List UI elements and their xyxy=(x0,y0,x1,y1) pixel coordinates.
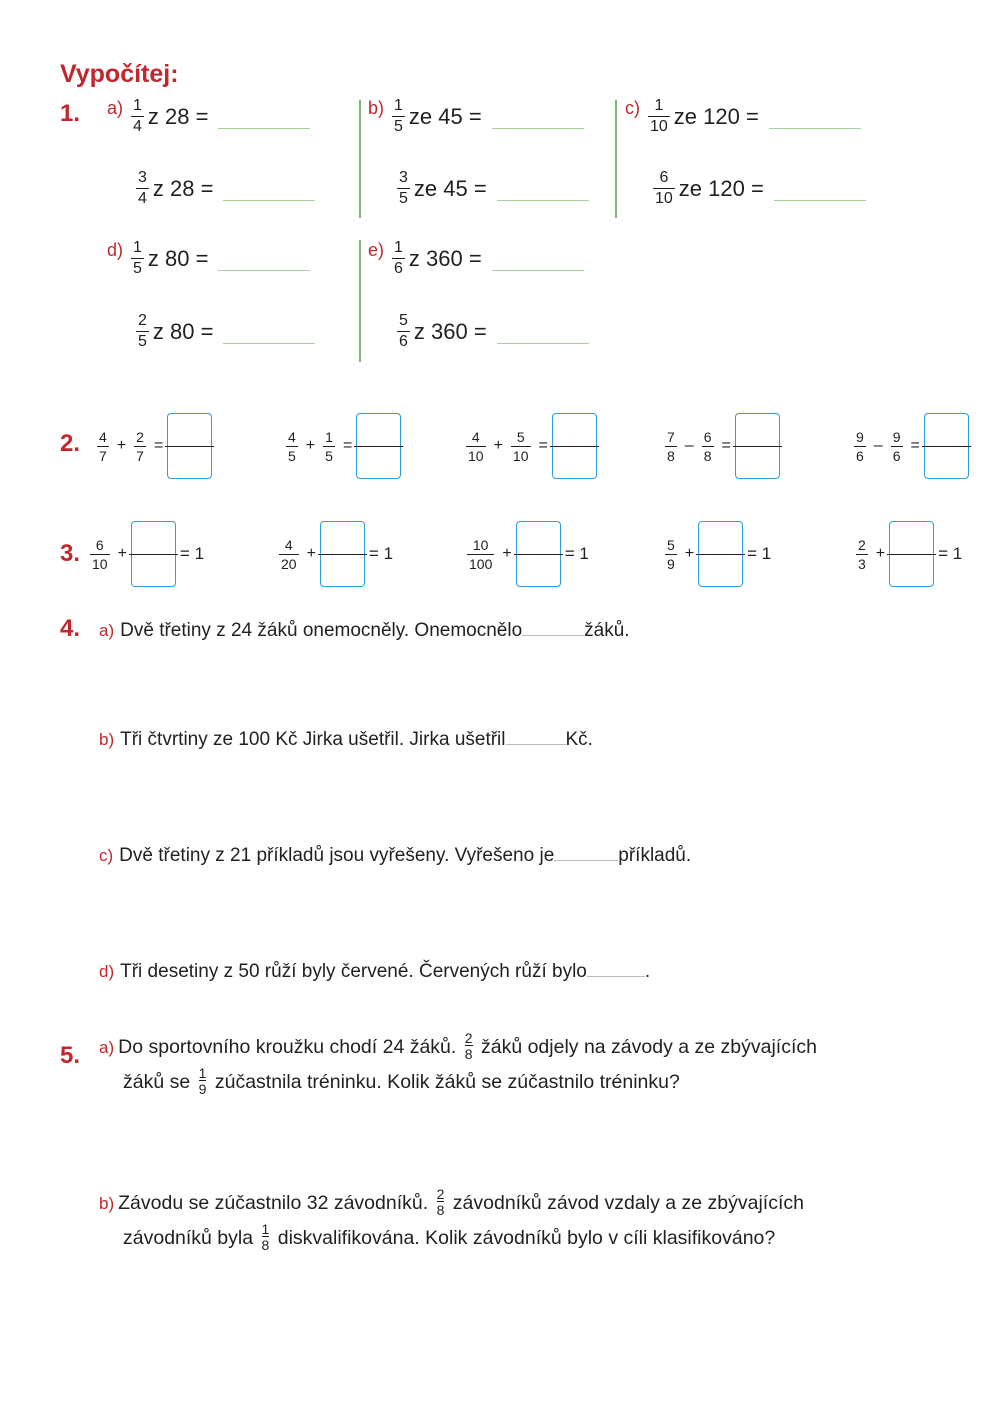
fraction: $\frac{1}{5}$ xyxy=(394,97,403,135)
answer-blank[interactable] xyxy=(218,104,310,129)
operator: + xyxy=(502,545,512,562)
fraction: $\frac{9}{6}$ xyxy=(892,428,901,464)
problem-text: diskvalifikována. Kolik závodníků bylo v cíli klasifikováno? xyxy=(277,1227,776,1249)
fraction: $\frac{1}{5}$ xyxy=(325,428,333,464)
operator: + xyxy=(493,437,503,454)
item-label: a) xyxy=(107,98,124,118)
answer-box[interactable] xyxy=(552,413,597,479)
fraction: $\frac{4}{7}$ xyxy=(99,428,107,464)
problem-text: žáků se xyxy=(123,1071,191,1093)
ex1-item-a2 xyxy=(132,170,315,207)
expression-text: ze 45 = xyxy=(413,175,487,201)
problem-text: Tři čtvrtiny ze 100 Kč Jirka ušetřil. Jirka ušetřil xyxy=(120,729,506,750)
answer-blank[interactable] xyxy=(223,319,315,344)
ex3-item-3 xyxy=(463,521,593,587)
problem-text: . xyxy=(644,961,651,982)
fraction: $\frac{4}{10}$ xyxy=(468,428,484,464)
problem-text: příkladů. xyxy=(618,845,692,866)
answer-blank[interactable] xyxy=(218,246,310,271)
answer-blank[interactable] xyxy=(497,176,589,201)
fraction: $\frac{1}{10}$ xyxy=(650,97,668,135)
fraction: $\frac{1}{5}$ xyxy=(133,239,142,277)
answer-box[interactable] xyxy=(924,413,969,479)
ex1-item-d2 xyxy=(132,313,315,350)
problem-text: Tři desetiny z 50 růží byly červené. Červených růží bylo xyxy=(120,961,587,982)
expression-text: ze 120 = xyxy=(678,175,764,201)
exercise-3-number: 3. xyxy=(60,540,81,567)
fraction: $\frac{6}{10}$ xyxy=(655,169,673,207)
exercise-4-number: 4. xyxy=(60,615,81,642)
answer-blank[interactable] xyxy=(506,726,566,745)
fraction: $\frac{3}{4}$ xyxy=(138,169,147,207)
operator: + xyxy=(306,545,316,562)
equals-sign: = xyxy=(342,437,353,454)
fraction: $\frac{2}{3}$ xyxy=(858,536,866,572)
divider xyxy=(359,100,361,218)
expression-text: z 360 = xyxy=(408,245,482,271)
ex5-item-b xyxy=(99,1186,979,1255)
ex1-item-c2 xyxy=(649,170,866,207)
ex4-item-a xyxy=(99,617,630,642)
divider xyxy=(359,240,361,362)
item-label: d) xyxy=(99,962,115,981)
answer-box[interactable] xyxy=(735,413,780,479)
equals-sign: = xyxy=(538,437,548,454)
fraction: $\frac{2}{5}$ xyxy=(138,312,147,350)
item-label: c) xyxy=(99,846,114,865)
equals-one: = 1 xyxy=(368,544,394,563)
expression-text: z 80 = xyxy=(147,245,209,271)
ex1-item-d1 xyxy=(107,240,310,277)
fraction: $\frac{2}{8}$ xyxy=(464,1029,473,1062)
fraction: $\frac{7}{8}$ xyxy=(667,428,675,464)
problem-text: závodníků závod vzdaly a ze zbývajících xyxy=(452,1192,804,1214)
fraction: $\frac{5}{9}$ xyxy=(667,536,675,572)
equals-one: = 1 xyxy=(938,544,963,563)
fraction: $\frac{2}{7}$ xyxy=(136,428,144,464)
ex4-item-c xyxy=(99,842,691,867)
ex2-item-5 xyxy=(850,413,969,479)
ex4-item-d xyxy=(99,958,650,983)
answer-blank[interactable] xyxy=(492,246,584,271)
problem-text: zúčastnila tréninku. Kolik žáků se zúčastnilo tréninku? xyxy=(214,1071,680,1093)
divider xyxy=(615,100,617,218)
operator: + xyxy=(117,545,127,562)
ex1-item-a1 xyxy=(107,98,310,135)
item-label: b) xyxy=(99,1194,115,1213)
answer-blank[interactable] xyxy=(554,842,618,861)
equals-sign: = xyxy=(910,437,920,454)
ex3-item-2 xyxy=(275,521,397,587)
fraction: $\frac{5}{10}$ xyxy=(512,428,529,464)
fraction: $\frac{3}{5}$ xyxy=(399,169,408,207)
fraction: $\frac{10}{100}$ xyxy=(469,536,493,572)
answer-box[interactable] xyxy=(131,521,176,587)
operator: + xyxy=(305,437,316,454)
equals-one: = 1 xyxy=(179,544,205,563)
ex5-item-a xyxy=(99,1030,979,1099)
operator: – xyxy=(684,437,694,454)
answer-blank[interactable] xyxy=(497,319,589,344)
problem-text: Do sportovního kroužku chodí 24 žáků. xyxy=(118,1036,457,1058)
exercise-5-number: 5. xyxy=(60,1042,81,1069)
exercise-1-number: 1. xyxy=(60,100,81,127)
equals-sign: = xyxy=(153,437,164,454)
answer-box[interactable] xyxy=(698,521,743,587)
answer-blank[interactable] xyxy=(492,104,584,129)
problem-text: závodníků byla xyxy=(123,1227,254,1249)
equals-one: = 1 xyxy=(564,544,589,563)
expression-text: z 28 = xyxy=(147,103,209,129)
item-label: c) xyxy=(625,98,640,118)
ex1-item-b1 xyxy=(368,98,584,135)
item-label: b) xyxy=(368,98,385,118)
ex2-item-2 xyxy=(282,413,401,479)
expression-text: z 80 = xyxy=(152,318,214,344)
fraction: $\frac{1}{9}$ xyxy=(198,1064,207,1097)
fraction: $\frac{2}{8}$ xyxy=(436,1185,445,1218)
answer-box[interactable] xyxy=(167,413,212,479)
answer-box[interactable] xyxy=(516,521,561,587)
problem-text: Dvě třetiny z 21 příkladů jsou vyřešeny. Vyřešeno je xyxy=(119,845,555,866)
answer-box[interactable] xyxy=(320,521,365,587)
item-label: a) xyxy=(99,621,115,640)
operator: – xyxy=(873,437,883,454)
answer-box[interactable] xyxy=(356,413,401,479)
ex1-item-b2 xyxy=(393,170,589,207)
ex4-item-b xyxy=(99,726,593,751)
operator: + xyxy=(116,437,127,454)
ex1-item-e1 xyxy=(368,240,584,277)
fraction: $\frac{1}{6}$ xyxy=(394,239,403,277)
fraction: $\frac{6}{8}$ xyxy=(703,428,712,464)
expression-text: z 28 = xyxy=(152,175,214,201)
expression-text: ze 120 = xyxy=(673,103,759,129)
equals-one: = 1 xyxy=(747,544,772,563)
ex2-item-3 xyxy=(462,413,597,479)
ex2-item-1 xyxy=(93,413,212,479)
expression-text: ze 45 = xyxy=(408,103,482,129)
fraction: $\frac{4}{20}$ xyxy=(281,536,297,572)
exercise-2-number: 2. xyxy=(60,430,81,457)
item-label: e) xyxy=(368,240,385,260)
ex3-item-4 xyxy=(661,521,775,587)
fraction: $\frac{6}{10}$ xyxy=(92,536,108,572)
ex3-item-5 xyxy=(852,521,966,587)
operator: + xyxy=(684,545,695,562)
ex2-item-4 xyxy=(661,413,780,479)
answer-blank[interactable] xyxy=(223,176,315,201)
fraction: $\frac{5}{6}$ xyxy=(399,312,408,350)
item-label: b) xyxy=(99,730,115,749)
ex3-item-1 xyxy=(86,521,208,587)
fraction: $\frac{9}{6}$ xyxy=(856,428,864,464)
problem-text: Závodu se zúčastnilo 32 závodníků. xyxy=(118,1192,429,1214)
problem-text: Kč. xyxy=(565,729,593,750)
answer-box[interactable] xyxy=(889,521,934,587)
fraction: $\frac{1}{4}$ xyxy=(133,97,142,135)
answer-blank[interactable] xyxy=(522,617,584,636)
item-label: d) xyxy=(107,240,124,260)
item-label: a) xyxy=(99,1038,115,1057)
answer-blank[interactable] xyxy=(587,958,645,977)
page-title: Vypočítej: xyxy=(60,60,179,88)
expression-text: z 360 = xyxy=(413,318,487,344)
operator: + xyxy=(875,545,886,562)
problem-text: Dvě třetiny z 24 žáků onemocněly. Onemocnělo xyxy=(120,620,523,641)
problem-text: žáků odjely na závody a ze zbývajících xyxy=(480,1036,817,1058)
fraction: $\frac{1}{8}$ xyxy=(261,1220,270,1253)
answer-blank[interactable] xyxy=(774,176,866,201)
answer-blank[interactable] xyxy=(769,104,861,129)
problem-text: žáků. xyxy=(584,620,630,641)
equals-sign: = xyxy=(721,437,731,454)
ex1-item-c1 xyxy=(625,98,861,135)
ex1-item-e2 xyxy=(393,313,589,350)
fraction: $\frac{4}{5}$ xyxy=(288,428,296,464)
